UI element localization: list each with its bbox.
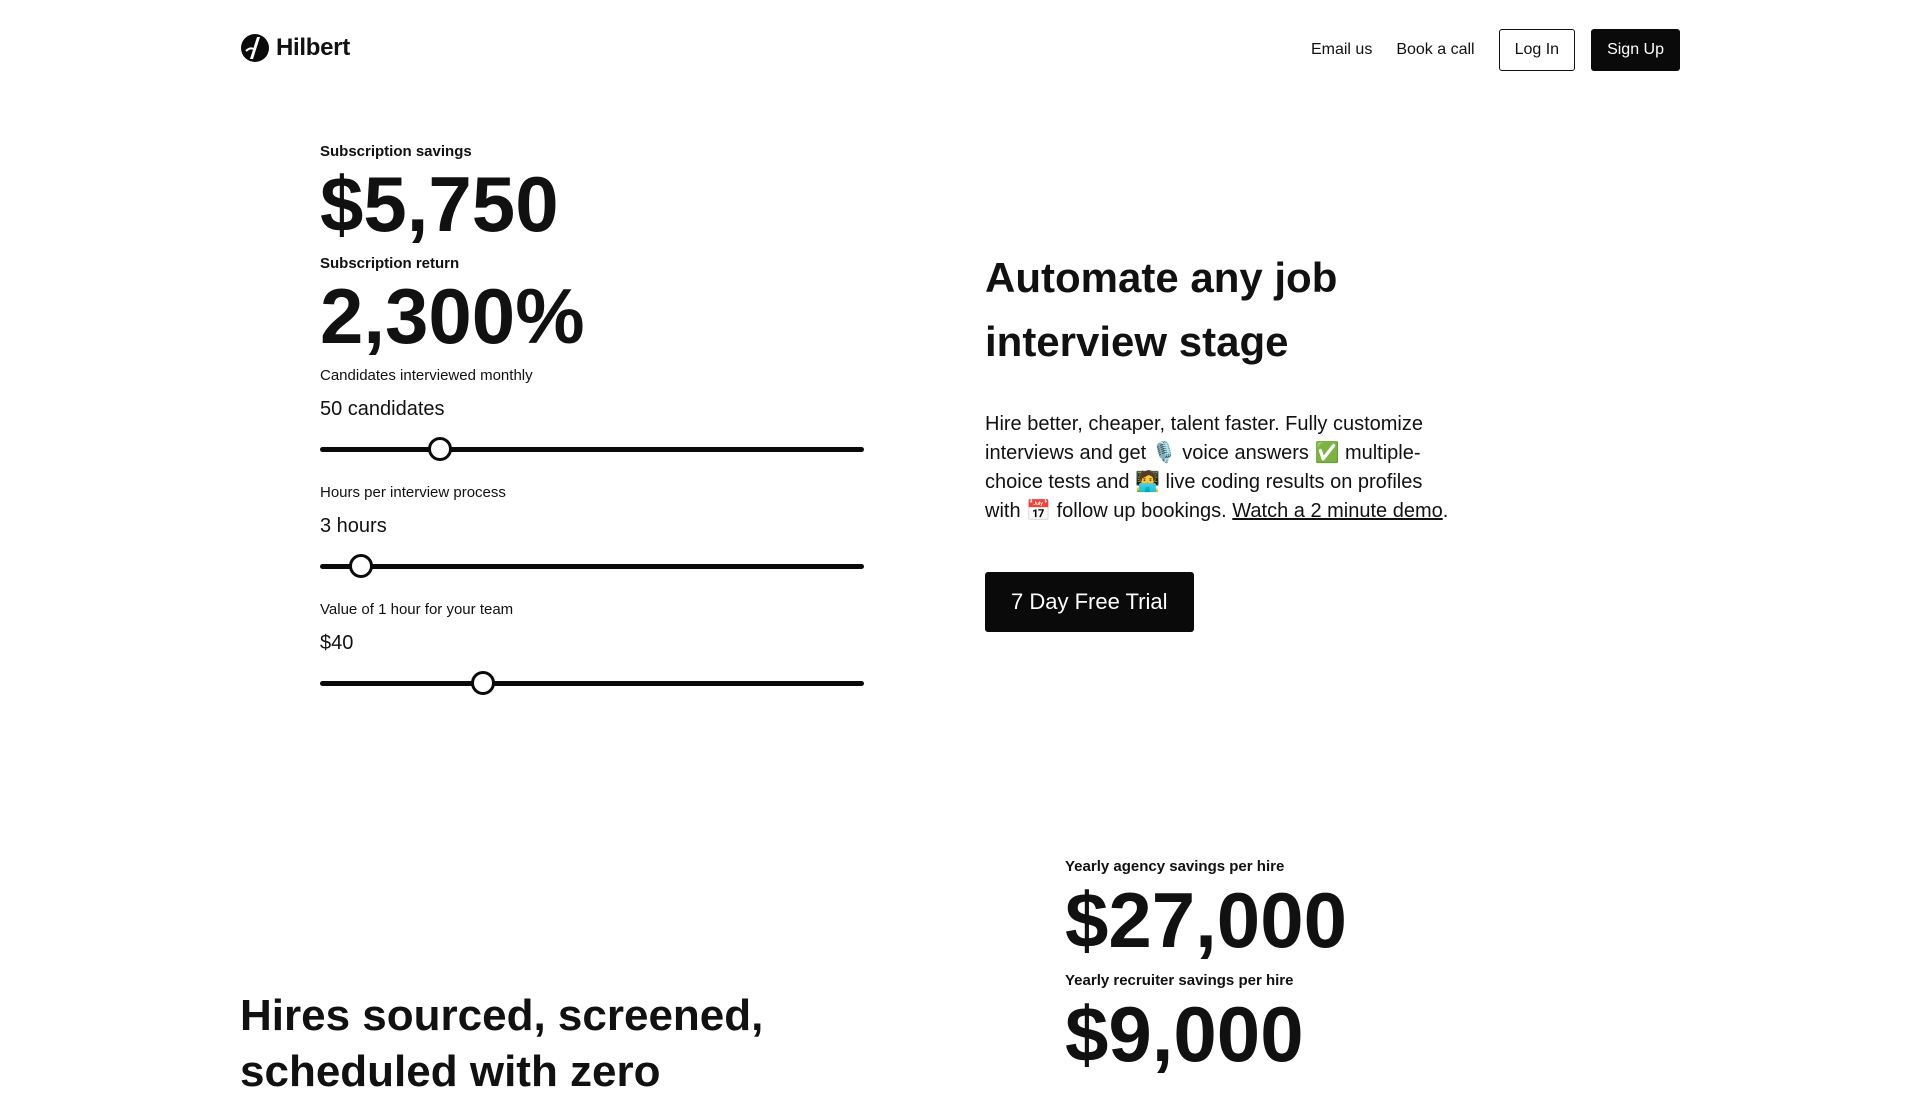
hour-value-slider-track[interactable]: [320, 681, 864, 686]
candidates-label: Candidates interviewed monthly: [320, 367, 533, 384]
subscription-savings-label: Subscription savings: [320, 143, 472, 160]
roi-calculator: [320, 142, 864, 717]
subscription-return-label: Subscription return: [320, 255, 460, 272]
recruiter-savings-label: Yearly recruiter savings per hire: [1065, 972, 1294, 989]
brand-name: Hilbert: [276, 34, 350, 61]
candidates-slider-group: [320, 366, 864, 483]
book-call-link[interactable]: Book a call: [1396, 41, 1475, 58]
candidates-slider-track[interactable]: [320, 447, 864, 452]
hours-slider-group: [320, 483, 864, 600]
top-nav: [1311, 29, 1680, 71]
section-heading: Hires sourced, screened, scheduled with zero: [240, 991, 764, 1096]
agency-savings: [1065, 857, 1465, 963]
subscription-savings-value: $5,750: [320, 160, 559, 248]
hero-description-text: Hire better, cheaper, talent faster. Fully customize interviews and get 🎙️ voice answers ✅ multiple-choice tests and 🧑‍💻 live coding results on profiles with 📅 follow up bookings.: [985, 413, 1423, 522]
recruiter-savings: [1065, 971, 1465, 1077]
email-us-link[interactable]: Email us: [1310, 41, 1373, 58]
signup-button[interactable]: Sign Up: [1591, 29, 1680, 71]
candidates-value: 50 candidates: [320, 398, 445, 420]
hours-slider-thumb[interactable]: [349, 554, 373, 578]
subscription-savings: [320, 142, 864, 246]
hour-value-value: $40: [320, 632, 354, 654]
subscription-return-value: 2,300%: [320, 272, 585, 360]
hour-value-slider-group: [320, 600, 864, 717]
hero-section: [985, 246, 1455, 632]
recruiter-savings-value: $9,000: [1065, 990, 1304, 1078]
agency-savings-label: Yearly agency savings per hire: [1065, 858, 1285, 875]
site-header: [240, 29, 1680, 73]
watch-demo-link[interactable]: Watch a 2 minute demo: [1232, 500, 1443, 522]
hero-description-end: .: [1442, 500, 1449, 522]
hire-savings-stats: [1065, 857, 1465, 1077]
agency-savings-value: $27,000: [1065, 876, 1347, 964]
hilbert-logo-icon: [240, 33, 270, 63]
subscription-return: [320, 254, 864, 358]
logo[interactable]: [240, 33, 350, 63]
free-trial-button[interactable]: 7 Day Free Trial: [985, 572, 1194, 632]
hero-title: Automate any job interview stage: [985, 254, 1338, 365]
hero-description: [985, 410, 1455, 526]
hours-value: 3 hours: [320, 515, 387, 537]
hour-value-label: Value of 1 hour for your team: [320, 601, 514, 618]
hour-value-slider-thumb[interactable]: [471, 671, 495, 695]
candidates-slider-thumb[interactable]: [428, 437, 452, 461]
hours-label: Hours per interview process: [320, 484, 506, 501]
hours-slider-track[interactable]: [320, 564, 864, 569]
login-button[interactable]: Log In: [1499, 29, 1575, 71]
